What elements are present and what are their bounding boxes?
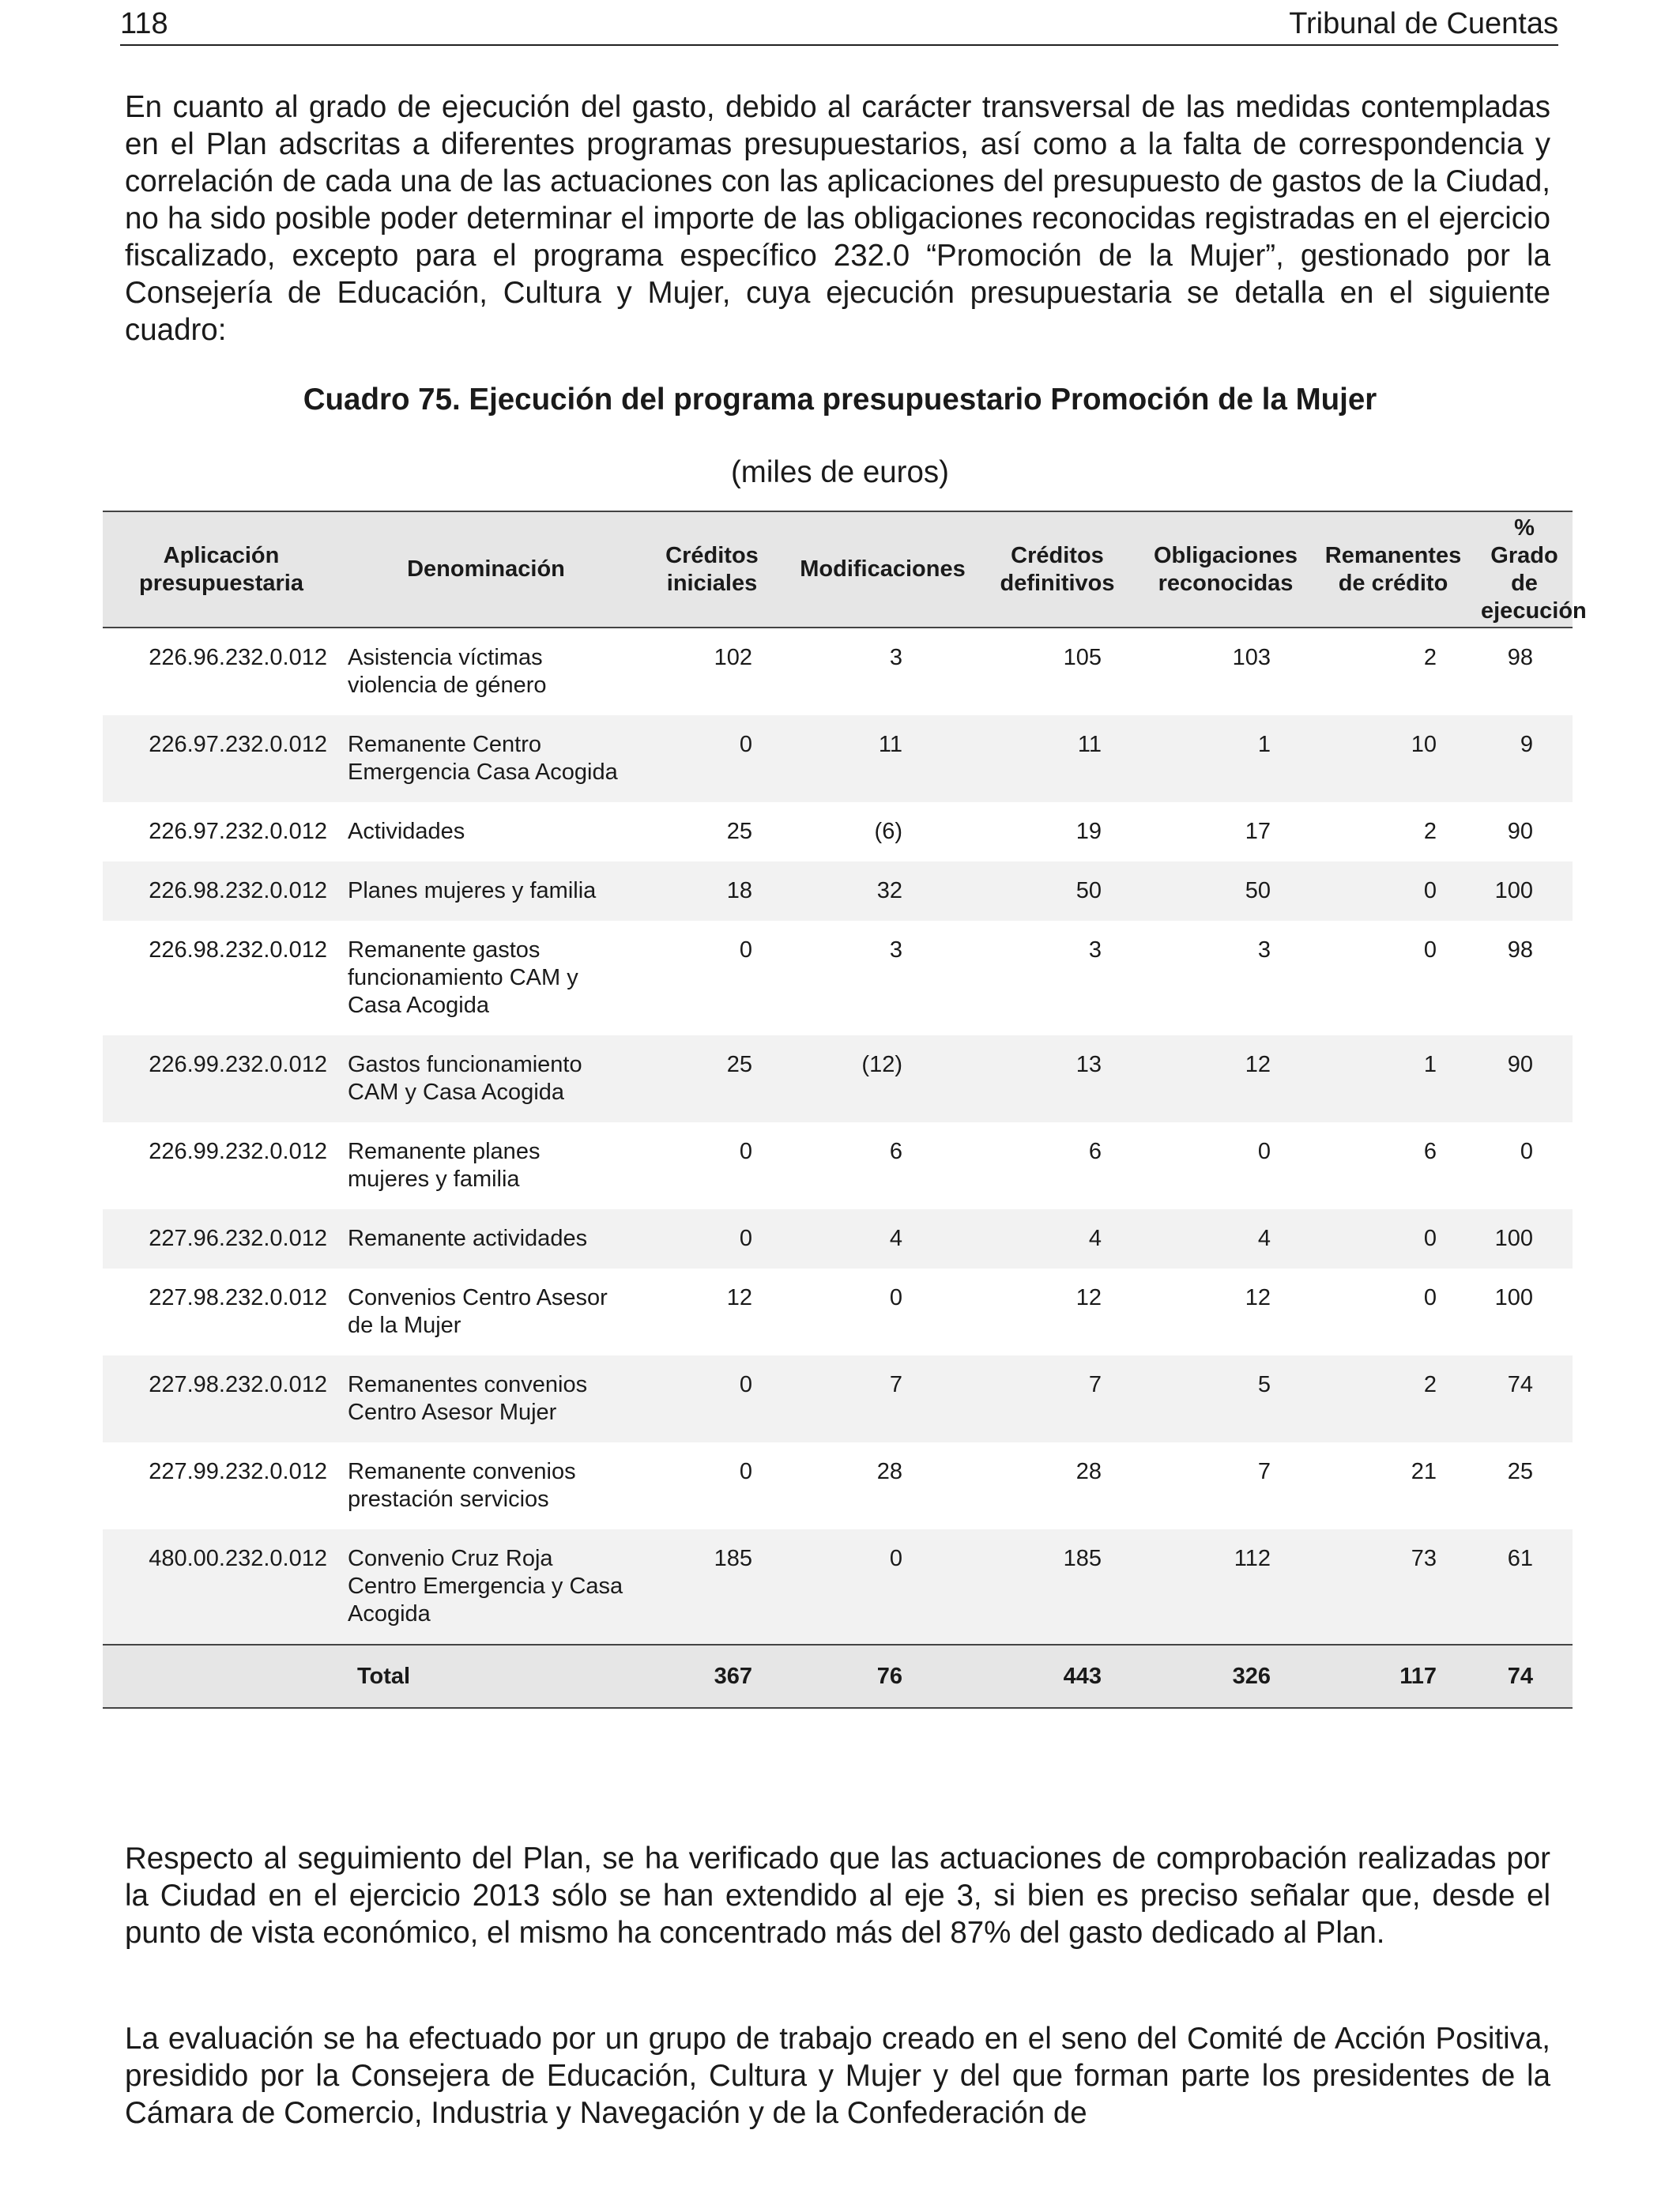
cell-remanentes: 0 xyxy=(1310,1269,1476,1355)
cell-remanentes: 2 xyxy=(1310,1355,1476,1442)
cell-modificaciones: 32 xyxy=(792,861,974,921)
cell-denominacion: Actividades xyxy=(340,802,632,861)
cell-aplicacion: 226.99.232.0.012 xyxy=(103,1035,340,1122)
cell-modificaciones: 6 xyxy=(792,1122,974,1209)
cell-creditos-definitivos: 50 xyxy=(974,861,1141,921)
cell-creditos-iniciales: 0 xyxy=(632,1209,792,1269)
cell-creditos-iniciales: 0 xyxy=(632,921,792,1035)
header-aplicacion: Aplicación presupuestaria xyxy=(103,511,340,628)
cell-obligaciones: 3 xyxy=(1141,921,1310,1035)
cell-obligaciones: 1 xyxy=(1141,715,1310,802)
budget-table xyxy=(103,511,1587,1709)
cell-aplicacion: 480.00.232.0.012 xyxy=(103,1529,340,1645)
cell-grado: 25 xyxy=(1476,1442,1573,1529)
cell-grado: 90 xyxy=(1476,1035,1573,1122)
cell-creditos-definitivos: 6 xyxy=(974,1122,1141,1209)
header-creditos-iniciales: Créditos iniciales xyxy=(632,511,792,628)
cell-creditos-definitivos: 185 xyxy=(974,1529,1141,1645)
cell-aplicacion: 227.96.232.0.012 xyxy=(103,1209,340,1269)
cell-remanentes: 1 xyxy=(1310,1035,1476,1122)
cell-grado: 98 xyxy=(1476,628,1573,715)
cell-creditos-iniciales: 102 xyxy=(632,628,792,715)
cell-denominacion: Remanente actividades xyxy=(340,1209,632,1269)
header-grado-pct: % xyxy=(1514,515,1535,541)
cell-modificaciones: 3 xyxy=(792,628,974,715)
cell-obligaciones: 12 xyxy=(1141,1035,1310,1122)
cell-creditos-iniciales: 18 xyxy=(632,861,792,921)
total-remanentes: 117 xyxy=(1310,1645,1476,1708)
header-institution: Tribunal de Cuentas xyxy=(1289,7,1558,40)
cell-remanentes: 0 xyxy=(1310,861,1476,921)
page-header xyxy=(120,5,1558,46)
cell-creditos-iniciales: 25 xyxy=(632,802,792,861)
cell-creditos-definitivos: 7 xyxy=(974,1355,1141,1442)
cell-denominacion: Remanente convenios prestación servicios xyxy=(340,1442,632,1529)
cell-obligaciones: 103 xyxy=(1141,628,1310,715)
cell-modificaciones: 11 xyxy=(792,715,974,802)
header-grado xyxy=(1476,511,1587,628)
cell-creditos-definitivos: 13 xyxy=(974,1035,1141,1122)
table-row xyxy=(103,861,1573,921)
table-row xyxy=(103,1122,1573,1209)
total-label: Total xyxy=(340,1645,632,1708)
table-row xyxy=(103,1035,1573,1122)
cell-grado: 61 xyxy=(1476,1529,1573,1645)
cell-obligaciones: 17 xyxy=(1141,802,1310,861)
cell-obligaciones: 5 xyxy=(1141,1355,1310,1442)
cell-modificaciones: 0 xyxy=(792,1529,974,1645)
cell-remanentes: 0 xyxy=(1310,921,1476,1035)
total-spacer xyxy=(103,1645,340,1708)
cell-modificaciones: 7 xyxy=(792,1355,974,1442)
cell-creditos-iniciales: 0 xyxy=(632,1355,792,1442)
cell-creditos-definitivos: 12 xyxy=(974,1269,1141,1355)
cell-denominacion: Convenio Cruz Roja Centro Emergencia y Casa Acogida xyxy=(340,1529,632,1645)
cell-creditos-iniciales: 185 xyxy=(632,1529,792,1645)
cell-grado: 100 xyxy=(1476,1209,1573,1269)
cell-creditos-iniciales: 12 xyxy=(632,1269,792,1355)
cell-aplicacion: 226.96.232.0.012 xyxy=(103,628,340,715)
header-remanentes: Remanentes de crédito xyxy=(1310,511,1476,628)
total-modificaciones: 76 xyxy=(792,1645,974,1708)
cell-remanentes: 0 xyxy=(1310,1209,1476,1269)
cell-modificaciones: (12) xyxy=(792,1035,974,1122)
table-row xyxy=(103,921,1573,1035)
cell-remanentes: 6 xyxy=(1310,1122,1476,1209)
table-row xyxy=(103,628,1573,715)
table-caption: Cuadro 75. Ejecución del programa presupuestario Promoción de la Mujer xyxy=(303,383,1377,417)
cell-creditos-definitivos: 19 xyxy=(974,802,1141,861)
cell-obligaciones: 0 xyxy=(1141,1122,1310,1209)
table-header-row xyxy=(103,511,1573,628)
cell-creditos-definitivos: 28 xyxy=(974,1442,1141,1529)
cell-modificaciones: 28 xyxy=(792,1442,974,1529)
header-grado-label: Grado de ejecución xyxy=(1481,542,1587,624)
cell-remanentes: 73 xyxy=(1310,1529,1476,1645)
cell-modificaciones: 3 xyxy=(792,921,974,1035)
cell-denominacion: Planes mujeres y familia xyxy=(340,861,632,921)
cell-grado: 9 xyxy=(1476,715,1573,802)
cell-denominacion: Remanente Centro Emergencia Casa Acogida xyxy=(340,715,632,802)
table-total-row xyxy=(103,1645,1573,1708)
cell-aplicacion: 227.99.232.0.012 xyxy=(103,1442,340,1529)
header-obligaciones: Obligaciones reconocidas xyxy=(1141,511,1310,628)
header-denominacion: Denominación xyxy=(340,511,632,628)
table-units: (miles de euros) xyxy=(730,455,949,489)
cell-denominacion: Remanente planes mujeres y familia xyxy=(340,1122,632,1209)
cell-remanentes: 10 xyxy=(1310,715,1476,802)
cell-creditos-definitivos: 11 xyxy=(974,715,1141,802)
cell-aplicacion: 227.98.232.0.012 xyxy=(103,1269,340,1355)
cell-obligaciones: 7 xyxy=(1141,1442,1310,1529)
paragraph-evaluacion: La evaluación se ha efectuado por un grupo de trabajo creado en el seno del Comité de Acción Positiva, presidido por la Consejera de Educación, Cultura y Mujer y del que forman parte los presidentes de la Cámara de Comercio, Industria y Navegación y de la Confederación de xyxy=(125,2022,1550,2130)
table-row xyxy=(103,1442,1573,1529)
cell-creditos-definitivos: 3 xyxy=(974,921,1141,1035)
page-number: 118 xyxy=(120,7,168,40)
total-creditos-iniciales: 367 xyxy=(632,1645,792,1708)
cell-modificaciones: 0 xyxy=(792,1269,974,1355)
cell-aplicacion: 226.97.232.0.012 xyxy=(103,715,340,802)
cell-denominacion: Gastos funcionamiento CAM y Casa Acogida xyxy=(340,1035,632,1122)
cell-creditos-iniciales: 0 xyxy=(632,1442,792,1529)
cell-modificaciones: (6) xyxy=(792,802,974,861)
table-row xyxy=(103,1529,1573,1645)
cell-grado: 100 xyxy=(1476,1269,1573,1355)
cell-grado: 74 xyxy=(1476,1355,1573,1442)
cell-aplicacion: 226.99.232.0.012 xyxy=(103,1122,340,1209)
paragraph-seguimiento: Respecto al seguimiento del Plan, se ha verificado que las actuaciones de comprobación realizadas por la Ciudad en el ejercicio 2013 sólo se han extendido al eje 3, si bien es preciso señalar que, desde el punto de vista económico, el mismo ha concentrado más del 87% del gasto dedicado al Plan. xyxy=(125,1842,1550,1950)
cell-grado: 90 xyxy=(1476,802,1573,861)
header-modificaciones: Modificaciones xyxy=(792,511,974,628)
cell-aplicacion: 226.97.232.0.012 xyxy=(103,802,340,861)
cell-creditos-iniciales: 25 xyxy=(632,1035,792,1122)
table-row xyxy=(103,1209,1573,1269)
cell-aplicacion: 226.98.232.0.012 xyxy=(103,861,340,921)
cell-grado: 98 xyxy=(1476,921,1573,1035)
cell-creditos-definitivos: 105 xyxy=(974,628,1141,715)
cell-denominacion: Asistencia víctimas violencia de género xyxy=(340,628,632,715)
cell-remanentes: 2 xyxy=(1310,628,1476,715)
table-body xyxy=(103,628,1573,1645)
cell-denominacion: Remanentes convenios Centro Asesor Mujer xyxy=(340,1355,632,1442)
paragraph-intro: En cuanto al grado de ejecución del gasto, debido al carácter transversal de las medidas contempladas en el Plan adscritas a diferentes programas presupuestarios, así como a la falta de correspondencia y correlación de cada una de las actuaciones con las aplicaciones del presupuesto de gastos de la Ciudad, no ha sido posible poder determinar el importe de las obligaciones reconocidas registradas en el ejercicio fiscalizado, excepto para el programa específico 232.0 “Promoción de la Mujer”, gestionado por la Consejería de Educación, Cultura y Mujer, cuya ejecución presupuestaria se detalla en el siguiente cuadro: xyxy=(125,90,1550,347)
cell-grado: 100 xyxy=(1476,861,1573,921)
cell-aplicacion: 227.98.232.0.012 xyxy=(103,1355,340,1442)
table-row xyxy=(103,1269,1573,1355)
header-creditos-definitivos: Créditos definitivos xyxy=(974,511,1141,628)
cell-creditos-definitivos: 4 xyxy=(974,1209,1141,1269)
table-row xyxy=(103,715,1573,802)
cell-creditos-iniciales: 0 xyxy=(632,1122,792,1209)
cell-aplicacion: 226.98.232.0.012 xyxy=(103,921,340,1035)
table-row xyxy=(103,1355,1573,1442)
cell-grado: 0 xyxy=(1476,1122,1573,1209)
cell-remanentes: 21 xyxy=(1310,1442,1476,1529)
cell-obligaciones: 50 xyxy=(1141,861,1310,921)
cell-denominacion: Remanente gastos funcionamiento CAM y Casa Acogida xyxy=(340,921,632,1035)
total-obligaciones: 326 xyxy=(1141,1645,1310,1708)
cell-creditos-iniciales: 0 xyxy=(632,715,792,802)
cell-obligaciones: 12 xyxy=(1141,1269,1310,1355)
cell-obligaciones: 112 xyxy=(1141,1529,1310,1645)
cell-obligaciones: 4 xyxy=(1141,1209,1310,1269)
cell-modificaciones: 4 xyxy=(792,1209,974,1269)
cell-denominacion: Convenios Centro Asesor de la Mujer xyxy=(340,1269,632,1355)
total-creditos-definitivos: 443 xyxy=(974,1645,1141,1708)
total-grado: 74 xyxy=(1476,1645,1573,1708)
table-row xyxy=(103,802,1573,861)
cell-remanentes: 2 xyxy=(1310,802,1476,861)
